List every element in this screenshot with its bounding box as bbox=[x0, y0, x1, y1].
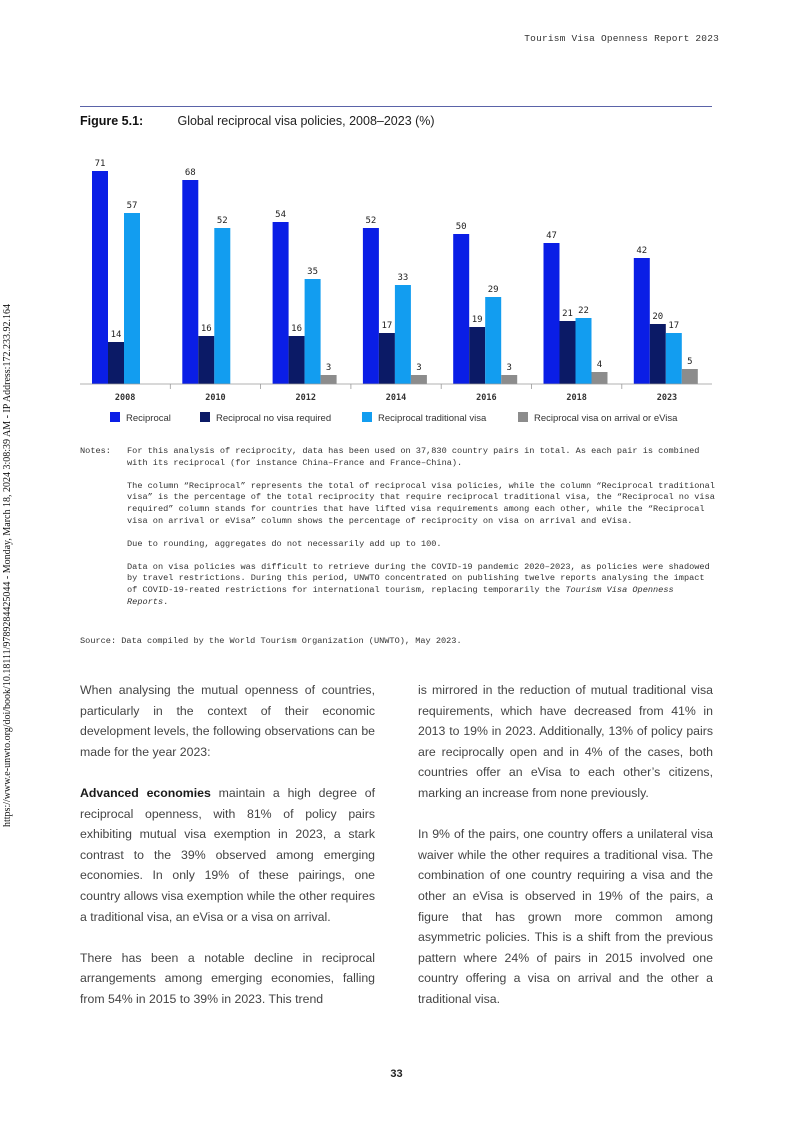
notes-text: . bbox=[163, 596, 169, 607]
body-paragraph bbox=[80, 783, 375, 927]
data-label: 3 bbox=[416, 363, 422, 373]
bar bbox=[576, 318, 592, 384]
bar bbox=[592, 372, 608, 384]
figure-top-rule bbox=[80, 106, 712, 107]
bar bbox=[395, 285, 411, 384]
data-label: 52 bbox=[365, 216, 377, 226]
x-tick-label: 2023 bbox=[656, 393, 678, 403]
notes-label: Notes: bbox=[80, 446, 111, 456]
bar bbox=[305, 279, 321, 384]
data-label: 71 bbox=[94, 159, 106, 169]
figure-label: Figure 5.1: bbox=[80, 114, 144, 128]
data-label: 3 bbox=[506, 363, 512, 373]
side-watermark: https://www.e-unwto.org/doi/book/10.18111/9789284425044 - Monday, March 18, 2024 3:08:39 AM - IP Address:172.233.92.164 bbox=[2, 304, 13, 827]
bar bbox=[273, 222, 289, 384]
data-label: 19 bbox=[471, 315, 483, 325]
body-column-right bbox=[418, 680, 713, 1030]
data-label: 47 bbox=[546, 231, 557, 241]
data-label: 68 bbox=[184, 168, 196, 178]
body-paragraph: There has been a notable decline in reciprocal arrangements among emerging economies, falling from 54% in 2015 to 39% in 2023. This trend bbox=[80, 950, 375, 1006]
body-column-left bbox=[80, 680, 375, 1030]
body-paragraph: When analysing the mutual openness of countries, particularly in the context of their economic development levels, the following observations can be made for the year 2023: bbox=[80, 683, 375, 759]
legend-label: Reciprocal visa on arrival or eVisa bbox=[534, 413, 678, 424]
x-tick-label: 2014 bbox=[385, 393, 407, 403]
body-paragraph: is mirrored in the reduction of mutual traditional visa requirements, which have decreased from 41% in 2013 to 19% in 2023. Additionally, 13% of policy pairs are reciprocally open and in 4% of the cases, both countries offer an eVisa to each other’s citizens, marking an increase from none previously. bbox=[418, 683, 713, 800]
body-text: maintain a high degree of reciprocal openness, with 81% of policy pairs exhibiting mutual visa exemption in 2023, a stark contrast to the 39% observed among emerging economies. In only 19% of these pairings, one country allows visa exemption while the other requires a traditional visa, an eVisa or a visa on arrival. bbox=[80, 785, 375, 924]
bar bbox=[108, 342, 124, 384]
x-tick-label: 2010 bbox=[205, 393, 226, 403]
legend-swatch bbox=[518, 412, 528, 422]
bar bbox=[469, 327, 485, 384]
figure-notes bbox=[80, 446, 720, 620]
legend-swatch bbox=[110, 412, 120, 422]
notes-paragraph: For this analysis of reciprocity, data has been used on 37,830 country pairs in total. As each pair is combined with its reciprocal (for instance China–France and France–China). bbox=[127, 446, 700, 468]
figure-source: Source: Data compiled by the World Tourism Organization (UNWTO), May 2023. bbox=[80, 636, 462, 646]
data-label: 22 bbox=[578, 306, 589, 316]
data-label: 50 bbox=[455, 222, 467, 232]
body-paragraph: In 9% of the pairs, one country offers a unilateral visa waiver while the other requires a traditional visa. The combination of one country requiring a visa and the other an eVisa is observed in 19% of the pairs, a figure that has grown more common among asymmetric policies. This is a shift from the previous pattern where 24% of pairs in 2015 involved one country offering a visa on arrival and the other a traditional visa. bbox=[418, 827, 713, 1006]
data-label: 54 bbox=[275, 210, 287, 220]
bar bbox=[682, 369, 698, 384]
bar bbox=[182, 180, 198, 384]
data-label: 17 bbox=[381, 321, 393, 331]
bar bbox=[544, 243, 560, 384]
legend-label: Reciprocal bbox=[126, 413, 171, 424]
data-label: 33 bbox=[397, 273, 409, 283]
data-label: 20 bbox=[652, 312, 664, 322]
bar bbox=[198, 336, 214, 384]
data-label: 16 bbox=[200, 324, 212, 334]
data-label: 17 bbox=[668, 321, 680, 331]
bar bbox=[363, 228, 379, 384]
notes-paragraph: The column “Reciprocal” represents the total of reciprocal visa policies, while the column “Reciprocal traditional visa” is the percentage of the total reciprocity that require reciprocal traditional visa, the “Reciprocal no visa required” column stands for countries that have lifted visa requirements among each other, while the “Reciprocal visa on arrival or eVisa” column shows the percentage of reciprocity on visa on arrival and eVisa. bbox=[127, 480, 715, 526]
bar bbox=[379, 333, 395, 384]
running-header: Tourism Visa Openness Report 2023 bbox=[524, 33, 719, 44]
data-label: 3 bbox=[325, 363, 332, 373]
bar bbox=[485, 297, 501, 384]
x-tick-label: 2008 bbox=[114, 393, 136, 403]
data-label: 42 bbox=[636, 246, 648, 256]
notes-paragraph: Due to rounding, aggregates do not necessarily add up to 100. bbox=[127, 538, 442, 549]
data-label: 5 bbox=[687, 357, 693, 367]
bar bbox=[501, 375, 517, 384]
bar bbox=[124, 213, 140, 384]
figure-title bbox=[80, 114, 435, 128]
notes-paragraph bbox=[127, 562, 720, 609]
data-label: 21 bbox=[562, 309, 573, 319]
data-label: 57 bbox=[126, 201, 138, 211]
bar bbox=[666, 333, 682, 384]
legend-label: Reciprocal no visa required bbox=[216, 413, 332, 424]
x-tick-label: 2018 bbox=[566, 393, 587, 403]
legend-swatch bbox=[200, 412, 210, 422]
data-label: 14 bbox=[110, 330, 122, 340]
bar bbox=[321, 375, 337, 384]
bar bbox=[214, 228, 230, 384]
page-number: 33 bbox=[390, 1068, 403, 1080]
bar bbox=[453, 234, 469, 384]
bar-chart bbox=[80, 140, 712, 430]
figure-caption: Global reciprocal visa policies, 2008–2023 (%) bbox=[177, 114, 435, 128]
notes-italic-title: Tourism Visa Openness Reports bbox=[127, 585, 674, 607]
bar bbox=[289, 336, 305, 384]
x-tick-label: 2012 bbox=[295, 393, 316, 403]
bar bbox=[634, 258, 650, 384]
bar bbox=[92, 171, 108, 384]
bar bbox=[560, 321, 576, 384]
data-label: 52 bbox=[216, 216, 228, 226]
lead-term: Advanced economies bbox=[80, 785, 211, 800]
x-tick-label: 2016 bbox=[476, 393, 497, 403]
data-label: 35 bbox=[307, 267, 319, 277]
data-label: 4 bbox=[596, 360, 603, 370]
bar bbox=[650, 324, 666, 384]
notes-text: Data on visa policies was difficult to retrieve during the COVID-19 pandemic 2020–2023, as policies were shadowed by travel restrictions. During this period, UNWTO concentrated on publishing twelve reports analysing the impact of COVID-19-reated restrictions for international tourism, replacing temporarily the bbox=[127, 561, 710, 596]
bar bbox=[411, 375, 427, 384]
data-label: 29 bbox=[487, 285, 499, 295]
legend-label: Reciprocal traditional visa bbox=[378, 413, 487, 424]
data-label: 16 bbox=[291, 324, 303, 334]
legend-swatch bbox=[362, 412, 372, 422]
